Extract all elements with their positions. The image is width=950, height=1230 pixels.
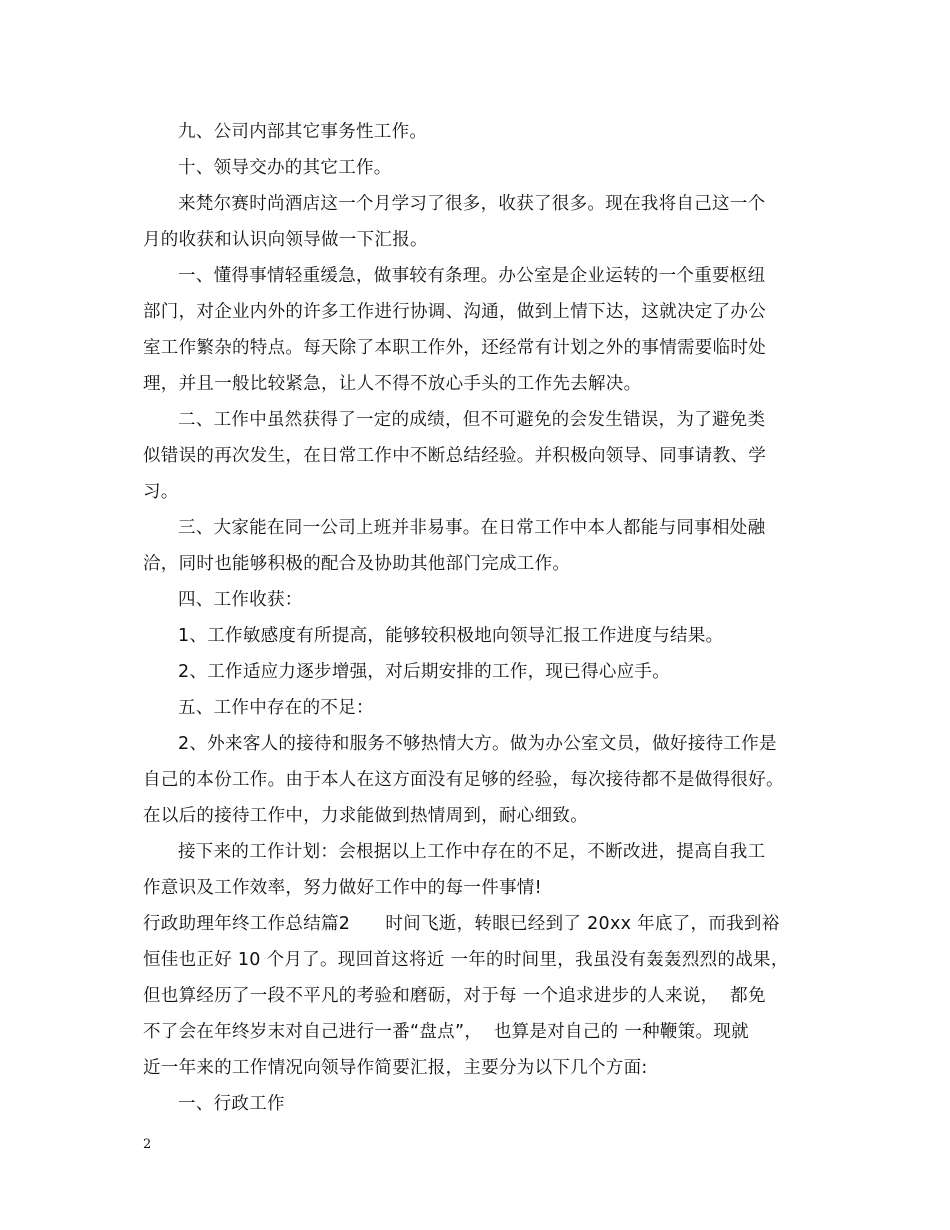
text-line: 不了会在年终岁末对自己进行一番“盘点”， 也算是对自己的 一种鞭策。现就 xyxy=(143,1022,749,1042)
text-line: 2、工作适应力逐步增强，对后期安排的工作，现已得心应手。 xyxy=(178,662,671,682)
text-line: 月的收获和认识向领导做一下汇报。 xyxy=(143,230,428,250)
text-line: 似错误的再次发生，在日常工作中不断总结经验。并积极向领导、同事请教、学 xyxy=(143,446,766,466)
text-line: 近一年来的工作情况向领导作简要汇报，主要分为以下几个方面: xyxy=(143,1058,648,1078)
text-line: 部门，对企业内外的许多工作进行协调、沟通，做到上情下达，这就决定了办公 xyxy=(143,302,766,322)
page-number: 2 xyxy=(143,1137,152,1152)
text-line: 五、工作中存在的不足： xyxy=(178,698,374,718)
text-line: 来梵尔赛时尚酒店这一个月学习了很多，收获了很多。现在我将自己这一个 xyxy=(178,194,766,214)
text-line: 习。 xyxy=(143,482,179,502)
text-line: 室工作繁杂的特点。每天除了本职工作外，还经常有计划之外的事情需要临时处 xyxy=(143,338,766,358)
text-line: 理，并且一般比较紧急，让人不得不放心手头的工作先去解决。 xyxy=(143,374,642,394)
text-line: 作意识及工作效率，努力做好工作中的每一件事情! xyxy=(143,878,542,898)
text-line: 一、懂得事情轻重缓急，做事较有条理。办公室是企业运转的一个重要枢纽 xyxy=(178,266,766,286)
text-line: 洽，同时也能够积极的配合及协助其他部门完成工作。 xyxy=(143,554,571,574)
text-line: 四、工作收获： xyxy=(178,590,303,610)
text-line: 九、公司内部其它事务性工作。 xyxy=(178,122,428,142)
text-line: 一、行政工作 xyxy=(178,1094,285,1114)
text-line: 接下来的工作计划：会根据以上工作中存在的不足，不断改进，提高自我工 xyxy=(178,842,766,862)
text-line: 自己的本份工作。由于本人在这方面没有足够的经验，每次接待都不是做得很好。 xyxy=(143,770,784,790)
text-line: 在以后的接待工作中，力求能做到热情周到，耐心细致。 xyxy=(143,806,588,826)
text-line: 十、领导交办的其它工作。 xyxy=(178,158,392,178)
text-line: 行政助理年终工作总结篇2 时间飞逝，转眼已经到了 20xx 年底了，而我到裕 xyxy=(143,914,780,934)
text-line: 但也算经历了一段不平凡的考验和磨砺，对于每 一个追求进步的人来说， 都免 xyxy=(143,986,766,1006)
text-line: 二、工作中虽然获得了一定的成绩，但不可避免的会发生错误，为了避免类 xyxy=(178,410,766,430)
text-line: 1、工作敏感度有所提高，能够较积极地向领导汇报工作进度与结果。 xyxy=(178,626,724,646)
text-line: 三、大家能在同一公司上班并非易事。在日常工作中本人都能与同事相处融 xyxy=(178,518,766,538)
text-line: 2、外来客人的接待和服务不够热情大方。做为办公室文员，做好接待工作是 xyxy=(178,734,777,754)
text-line: 恒佳也正好 10 个月了。现回首这将近 一年的时间里，我虽没有轰轰烈烈的战果， xyxy=(143,950,789,970)
